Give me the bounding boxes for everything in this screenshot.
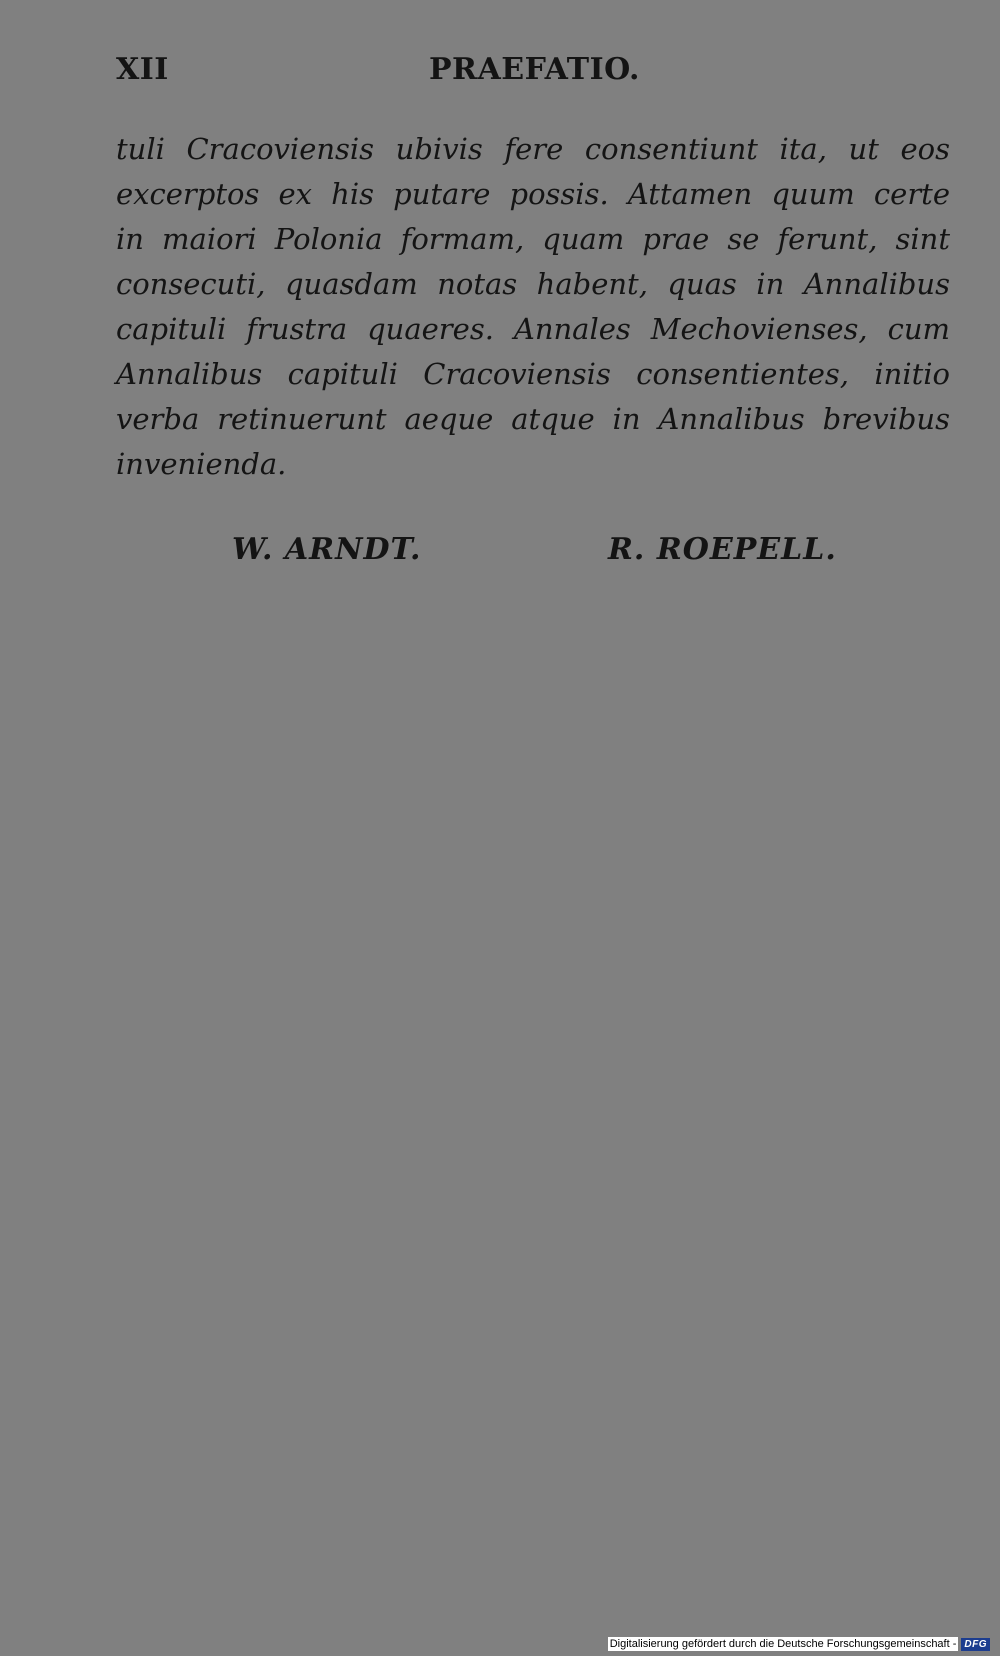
text-line: tuli Cracoviensis ubivis fere consentiunt ita, ut eos (116, 132, 950, 166)
running-title: PRAEFATIO. (429, 52, 640, 87)
text-line: excerptos ex his putare possis. Attamen quum certe (116, 177, 950, 211)
text-line: consecuti, quasdam notas habent, quas in Annalibus (116, 267, 950, 301)
text-line: Annalibus capituli Cracoviensis consentientes, initio (116, 357, 950, 391)
page-header (116, 52, 950, 92)
dfg-logo-icon: DFG (961, 1638, 990, 1651)
signature-arndt: W. ARNDT. (232, 532, 422, 567)
text-line: in maiori Polonia formam, quam prae se ferunt, sint (116, 222, 950, 256)
funding-notice: Digitalisierung gefördert durch die Deutsche Forschungsgemeinschaft - (609, 1638, 957, 1650)
text-line: capituli frustra quaeres. Annales Mechovienses, cum (116, 312, 950, 346)
body-paragraph (116, 127, 950, 487)
text-line: verba retinuerunt aeque atque in Annalibus brevibus (116, 402, 950, 436)
signature-roepell: R. ROEPELL. (608, 532, 837, 567)
digitization-footer (608, 1636, 990, 1652)
page-number: XII (116, 52, 169, 87)
text-line: invenienda. (116, 447, 287, 481)
